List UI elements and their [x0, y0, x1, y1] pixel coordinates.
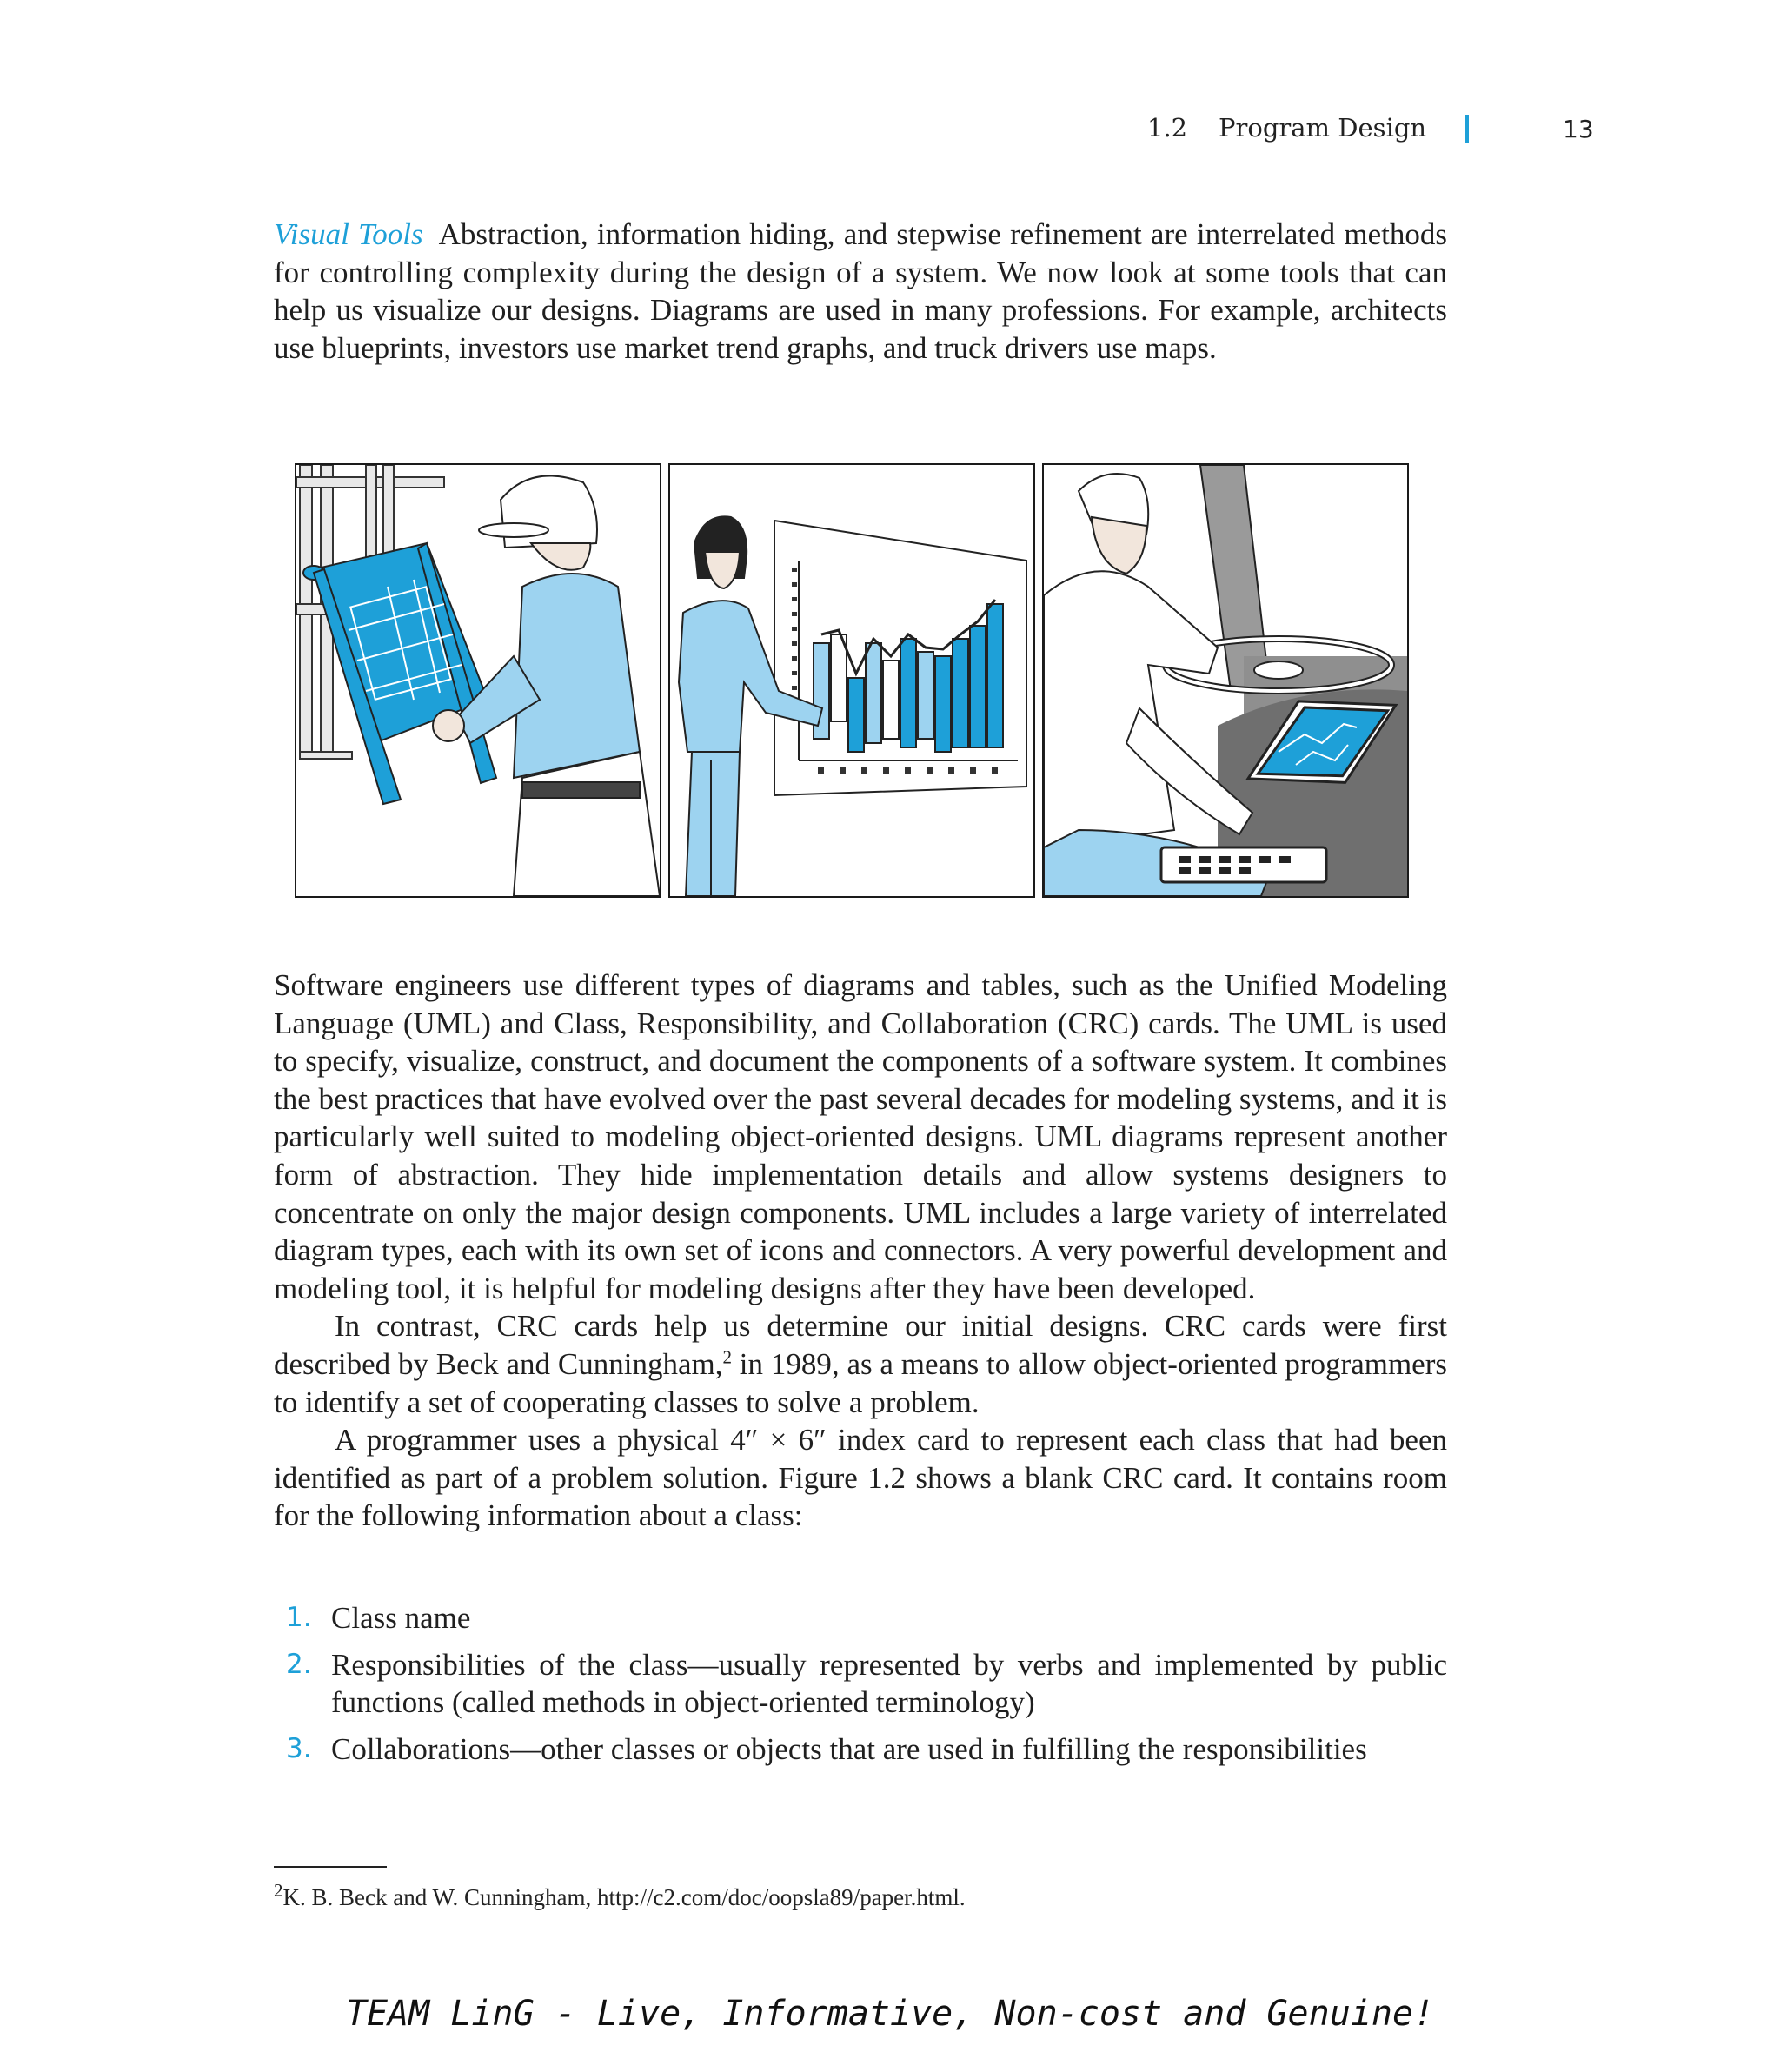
body-paragraphs	[274, 966, 1447, 1535]
intro-paragraph	[274, 216, 1447, 367]
running-header	[1130, 110, 1617, 153]
driver-panel	[1042, 463, 1409, 898]
run-in-heading: Visual Tools	[274, 217, 423, 251]
crc-text-before: In contrast, CRC cards help us determine our initial designs. CRC cards were first described by Beck and Cunningham,	[274, 1309, 1447, 1381]
list-number: 2.	[286, 1648, 312, 1680]
footnote-reference[interactable]: 2	[722, 1346, 732, 1368]
list-text: Class name	[331, 1601, 471, 1635]
footnote-mark: 2	[274, 1880, 283, 1901]
intro-text: Abstraction, information hiding, and stepwise refinement are interrelated methods for controlling complexity during the design of a system. We now look at some tools that can help us visualize our designs. Diagrams are used in many professions. For example, architects use blueprints, investors use market trend graphs, and truck drivers use maps.	[274, 217, 1447, 365]
footnote-text: K. B. Beck and W. Cunningham, http://c2.com/doc/oopsla89/paper.html.	[282, 1884, 966, 1910]
footnote	[274, 1880, 966, 1911]
footnote-rule	[274, 1866, 387, 1868]
uml-paragraph: Software engineers use different types of diagrams and tables, such as the Unified Modeling Language (UML) and Class, Responsibility, and Collaboration (CRC) cards. The UML is used to specify, visualize, construct, and document the components of a software system. It combines the best practices that have evolved over the past several decades for modeling systems, and it is particularly well suited to modeling object-oriented designs. UML diagrams represent another form of abstraction. They hide implementation details and allow systems designers to concentrate on only the major design components. UML includes a large variety of interrelated diagram types, each with its own set of icons and connectors. A very powerful development and modeling tool, it is helpful for modeling designs after they have been developed.	[274, 968, 1447, 1305]
list-text: Collaborations—other classes or objects that are used in fulfilling the responsibilities	[331, 1731, 1367, 1766]
header-divider	[1465, 115, 1469, 143]
architect-blueprint-icon	[296, 465, 660, 896]
list-text: Responsibilities of the class—usually represented by verbs and implemented by public functions (called methods in object-oriented terminology)	[331, 1647, 1447, 1720]
index-card-paragraph: A programmer uses a physical 4″ × 6″ index card to represent each class that had been identified as part of a problem solution. Figure 1.2 shows a blank CRC card. It contains room for the following information about a class:	[274, 1423, 1447, 1533]
crc-text-after: in 1989, as a means to allow object-oriented programmers to identify a set of cooperating classes to solve a problem.	[274, 1346, 1447, 1419]
architect-panel	[295, 463, 661, 898]
crc-info-list	[274, 1599, 1447, 1776]
visual-tools-illustration	[295, 463, 1416, 900]
section-title: Program Design	[1219, 113, 1427, 143]
list-item	[274, 1646, 1447, 1722]
section-number: 1.2	[1147, 113, 1188, 143]
page-number: 13	[1563, 115, 1594, 143]
list-number: 3.	[286, 1732, 312, 1764]
crc-paragraph	[274, 1307, 1447, 1421]
truck-map-icon	[1044, 465, 1407, 896]
watermark-text: TEAM LinG - Live, Informative, Non-cost and Genuine!	[345, 1994, 1435, 2034]
trend-graph-icon	[670, 465, 1033, 896]
list-item	[274, 1599, 1447, 1637]
list-number: 1.	[286, 1602, 312, 1633]
investor-panel	[668, 463, 1035, 898]
list-item	[274, 1730, 1447, 1769]
